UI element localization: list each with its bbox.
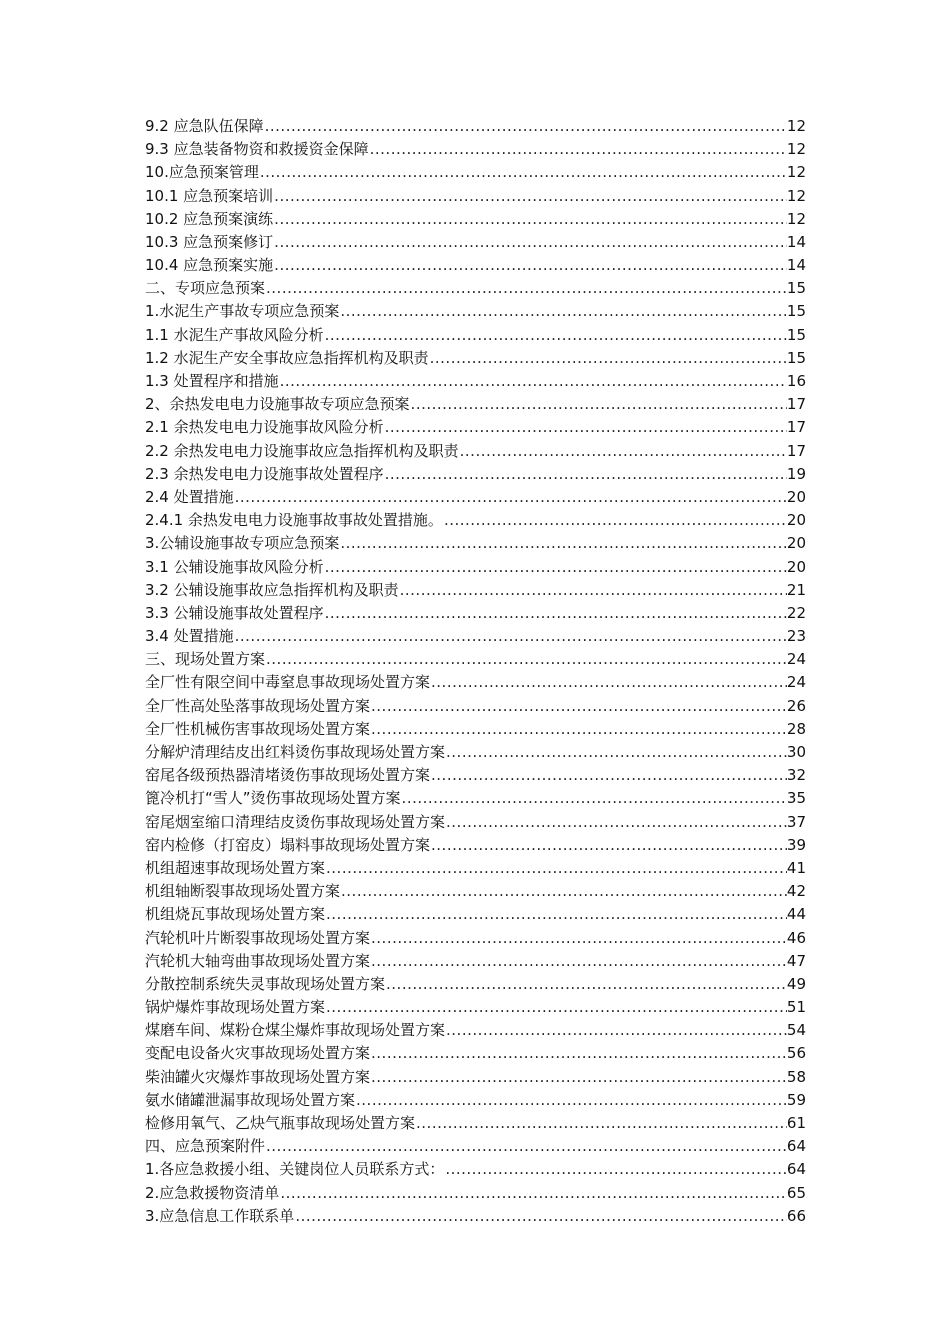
toc-entry[interactable]: [145, 556, 806, 579]
toc-dot-leader: [410, 393, 787, 416]
toc-entry-page-number: 22: [786, 603, 806, 622]
toc-entry-page-number: 24: [786, 673, 806, 692]
toc-entry-title: 2、余热发电电力设施事故专项应急预案: [145, 395, 410, 414]
toc-dot-leader: [415, 1112, 787, 1135]
toc-entry[interactable]: [145, 254, 806, 277]
toc-dot-leader: [234, 486, 787, 509]
toc-entry-page-number: 44: [786, 905, 806, 924]
toc-dot-leader: [430, 671, 787, 694]
toc-entry-page-number: 15: [786, 325, 806, 344]
toc-entry[interactable]: [145, 1135, 806, 1158]
toc-entry-title: 2.4 处置措施: [145, 487, 234, 506]
toc-entry-page-number: 17: [786, 395, 806, 414]
toc-dot-leader: [429, 347, 787, 370]
toc-entry-page-number: 47: [786, 951, 806, 970]
toc-entry[interactable]: [145, 648, 806, 671]
toc-entry-page-number: 66: [786, 1206, 806, 1225]
toc-entry-title: 检修用氧气、乙炔气瓶事故现场处置方案: [145, 1114, 416, 1133]
toc-dot-leader: [370, 1066, 787, 1089]
toc-entry-title: 汽轮机大轴弯曲事故现场处置方案: [145, 951, 371, 970]
toc-entry-page-number: 32: [786, 766, 806, 785]
toc-entry-title: 3.公辅设施事故专项应急预案: [145, 534, 340, 553]
toc-entry[interactable]: [145, 996, 806, 1019]
toc-entry[interactable]: [145, 1205, 806, 1228]
toc-dot-leader: [273, 185, 787, 208]
toc-dot-leader: [430, 834, 787, 857]
toc-entry[interactable]: [145, 695, 806, 718]
toc-entry-page-number: 54: [786, 1021, 806, 1040]
toc-entry[interactable]: [145, 1043, 806, 1066]
toc-entry-title: 3.2 公辅设施事故应急指挥机构及职责: [145, 580, 399, 599]
toc-entry-title: 汽轮机叶片断裂事故现场处置方案: [145, 928, 371, 947]
toc-entry-page-number: 19: [786, 464, 806, 483]
toc-dot-leader: [370, 1042, 787, 1065]
toc-entry-title: 2.4.1 余热发电电力设施事故事故处置措施。: [145, 511, 443, 530]
toc-entry-title: 10.应急预案管理: [145, 163, 259, 182]
toc-dot-leader: [369, 138, 787, 161]
toc-entry[interactable]: [145, 741, 806, 764]
toc-entry-title: 锅炉爆炸事故现场处置方案: [145, 998, 326, 1017]
toc-entry-page-number: 51: [786, 998, 806, 1017]
toc-entry-title: 分解炉清理结皮出红料烫伤事故现场处置方案: [145, 743, 446, 762]
toc-entry-title: 10.2 应急预案演练: [145, 209, 274, 228]
toc-entry[interactable]: [145, 1112, 806, 1135]
toc-entry[interactable]: [145, 973, 806, 996]
toc-dot-leader: [294, 1205, 787, 1228]
toc-dot-leader: [325, 903, 787, 926]
toc-dot-leader: [444, 1158, 787, 1181]
toc-entry-page-number: 65: [786, 1183, 806, 1202]
toc-dot-leader: [384, 416, 787, 439]
toc-entry-page-number: 41: [786, 858, 806, 877]
table-of-contents: [145, 115, 806, 1228]
toc-dot-leader: [279, 1182, 787, 1205]
toc-dot-leader: [339, 300, 787, 323]
toc-entry[interactable]: [145, 927, 806, 950]
toc-entry-page-number: 39: [786, 835, 806, 854]
toc-entry-title: 3.应急信息工作联系单: [145, 1206, 295, 1225]
toc-entry-page-number: 17: [786, 441, 806, 460]
toc-entry[interactable]: [145, 764, 806, 787]
toc-entry[interactable]: [145, 208, 806, 231]
toc-entry-title: 2.2 余热发电电力设施事故应急指挥机构及职责: [145, 441, 459, 460]
toc-entry-page-number: 12: [786, 186, 806, 205]
toc-dot-leader: [273, 208, 787, 231]
toc-entry[interactable]: [145, 1182, 806, 1205]
toc-entry[interactable]: [145, 324, 806, 347]
toc-entry-page-number: 14: [786, 256, 806, 275]
toc-entry-page-number: 20: [786, 511, 806, 530]
toc-dot-leader: [273, 254, 787, 277]
toc-entry-title: 1.水泥生产事故专项应急预案: [145, 302, 340, 321]
toc-entry[interactable]: [145, 903, 806, 926]
toc-entry-title: 1.2 水泥生产安全事故应急指挥机构及职责: [145, 348, 429, 367]
toc-entry[interactable]: [145, 1066, 806, 1089]
toc-entry-page-number: 20: [786, 487, 806, 506]
toc-dot-leader: [265, 648, 787, 671]
toc-entry-title: 氨水储罐泄漏事故现场处置方案: [145, 1090, 356, 1109]
toc-dot-leader: [384, 463, 787, 486]
toc-entry-page-number: 61: [786, 1114, 806, 1133]
toc-entry-page-number: 16: [786, 372, 806, 391]
toc-entry-page-number: 58: [786, 1067, 806, 1086]
toc-dot-leader: [385, 973, 787, 996]
toc-dot-leader: [325, 857, 787, 880]
toc-entry-page-number: 15: [786, 279, 806, 298]
toc-entry-page-number: 21: [786, 580, 806, 599]
toc-entry-title: 变配电设备火灾事故现场处置方案: [145, 1044, 371, 1063]
toc-dot-leader: [445, 811, 787, 834]
toc-entry[interactable]: [145, 602, 806, 625]
toc-entry-title: 煤磨车间、煤粉仓煤尘爆炸事故现场处置方案: [145, 1021, 446, 1040]
toc-entry-title: 10.1 应急预案培训: [145, 186, 274, 205]
toc-entry-title: 篦冷机打“雪人”烫伤事故现场处置方案: [145, 789, 401, 808]
toc-entry[interactable]: [145, 672, 806, 695]
toc-dot-leader: [324, 324, 787, 347]
toc-entry-title: 二、专项应急预案: [145, 279, 266, 298]
toc-entry[interactable]: [145, 811, 806, 834]
toc-dot-leader: [370, 718, 787, 741]
toc-entry[interactable]: [145, 579, 806, 602]
toc-entry-title: 3.1 公辅设施事故风险分析: [145, 557, 324, 576]
toc-entry-title: 2.1 余热发电电力设施事故风险分析: [145, 418, 384, 437]
toc-entry[interactable]: [145, 463, 806, 486]
toc-entry-page-number: 46: [786, 928, 806, 947]
toc-entry[interactable]: [145, 301, 806, 324]
toc-entry-title: 柴油罐火灾爆炸事故现场处置方案: [145, 1067, 371, 1086]
toc-entry-title: 9.2 应急队伍保障: [145, 116, 264, 135]
toc-dot-leader: [445, 1019, 787, 1042]
toc-entry[interactable]: [145, 440, 806, 463]
toc-entry-title: 全厂性机械伤害事故现场处置方案: [145, 719, 371, 738]
toc-dot-leader: [445, 741, 787, 764]
toc-entry[interactable]: [145, 486, 806, 509]
toc-dot-leader: [370, 927, 787, 950]
toc-entry-title: 机组轴断裂事故现场处置方案: [145, 882, 341, 901]
toc-entry[interactable]: [145, 416, 806, 439]
toc-entry[interactable]: [145, 1089, 806, 1112]
toc-entry[interactable]: [145, 787, 806, 810]
toc-entry[interactable]: [145, 347, 806, 370]
toc-dot-leader: [325, 996, 787, 1019]
toc-entry[interactable]: [145, 625, 806, 648]
toc-entry[interactable]: [145, 393, 806, 416]
toc-entry[interactable]: [145, 718, 806, 741]
toc-entry-title: 10.4 应急预案实施: [145, 256, 274, 275]
toc-entry-page-number: 17: [786, 418, 806, 437]
toc-entry-title: 3.3 公辅设施事故处置程序: [145, 603, 324, 622]
toc-dot-leader: [279, 370, 787, 393]
toc-entry[interactable]: [145, 115, 806, 138]
toc-entry-page-number: 12: [786, 140, 806, 159]
toc-entry-title: 1.1 水泥生产事故风险分析: [145, 325, 324, 344]
toc-entry[interactable]: [145, 509, 806, 532]
toc-entry[interactable]: [145, 138, 806, 161]
toc-entry-page-number: 59: [786, 1090, 806, 1109]
toc-entry-title: 9.3 应急装备物资和救援资金保障: [145, 140, 369, 159]
toc-entry[interactable]: [145, 1158, 806, 1181]
toc-entry-page-number: 12: [786, 209, 806, 228]
toc-entry-page-number: 14: [786, 232, 806, 251]
toc-entry-page-number: 42: [786, 882, 806, 901]
toc-entry-page-number: 20: [786, 557, 806, 576]
toc-entry-page-number: 64: [786, 1160, 806, 1179]
toc-entry-page-number: 35: [786, 789, 806, 808]
toc-entry-page-number: 56: [786, 1044, 806, 1063]
toc-entry-title: 1.各应急救援小组、关键岗位人员联系方式：: [145, 1160, 445, 1179]
toc-entry[interactable]: [145, 857, 806, 880]
toc-dot-leader: [430, 764, 787, 787]
toc-dot-leader: [443, 509, 787, 532]
toc-entry-title: 窑尾烟室缩口清理结皮烫伤事故现场处置方案: [145, 812, 446, 831]
toc-entry-page-number: 15: [786, 302, 806, 321]
toc-entry[interactable]: [145, 834, 806, 857]
toc-dot-leader: [273, 231, 787, 254]
toc-entry-page-number: 12: [786, 163, 806, 182]
toc-dot-leader: [340, 880, 787, 903]
toc-dot-leader: [459, 440, 787, 463]
toc-entry[interactable]: [145, 370, 806, 393]
toc-entry-title: 3.4 处置措施: [145, 627, 234, 646]
toc-dot-leader: [401, 787, 787, 810]
toc-entry-title: 机组超速事故现场处置方案: [145, 858, 326, 877]
toc-entry-page-number: 12: [786, 116, 806, 135]
toc-entry-title: 窑尾各级预热器清堵烫伤事故现场处置方案: [145, 766, 431, 785]
toc-dot-leader: [259, 161, 787, 184]
toc-entry-title: 10.3 应急预案修订: [145, 232, 274, 251]
toc-entry-page-number: 28: [786, 719, 806, 738]
toc-dot-leader: [324, 602, 787, 625]
toc-entry-page-number: 64: [786, 1137, 806, 1156]
toc-entry[interactable]: [145, 532, 806, 555]
toc-entry-title: 全厂性高处坠落事故现场处置方案: [145, 696, 371, 715]
toc-entry-title: 全厂性有限空间中毒窒息事故现场处置方案: [145, 673, 431, 692]
toc-entry-title: 2.应急救援物资清单: [145, 1183, 280, 1202]
toc-entry-page-number: 37: [786, 812, 806, 831]
toc-entry[interactable]: [145, 880, 806, 903]
toc-entry[interactable]: [145, 1019, 806, 1042]
toc-entry-page-number: 15: [786, 348, 806, 367]
toc-entry-page-number: 26: [786, 696, 806, 715]
toc-dot-leader: [265, 1135, 787, 1158]
toc-entry-title: 2.3 余热发电电力设施事故处置程序: [145, 464, 384, 483]
toc-dot-leader: [370, 950, 787, 973]
toc-entry[interactable]: [145, 231, 806, 254]
toc-dot-leader: [399, 579, 787, 602]
toc-entry-title: 四、应急预案附件: [145, 1137, 266, 1156]
toc-dot-leader: [265, 277, 787, 300]
toc-entry-title: 窑内检修（打窑皮）塌料事故现场处置方案: [145, 835, 431, 854]
toc-dot-leader: [339, 532, 787, 555]
toc-entry-page-number: 20: [786, 534, 806, 553]
toc-entry-page-number: 49: [786, 974, 806, 993]
toc-dot-leader: [234, 625, 787, 648]
toc-entry-page-number: 24: [786, 650, 806, 669]
toc-entry-page-number: 30: [786, 743, 806, 762]
toc-entry-title: 分散控制系统失灵事故现场处置方案: [145, 974, 386, 993]
toc-entry[interactable]: [145, 161, 806, 184]
toc-entry-title: 三、现场处置方案: [145, 650, 266, 669]
toc-dot-leader: [370, 695, 787, 718]
toc-entry-title: 1.3 处置程序和措施: [145, 372, 279, 391]
toc-entry-title: 机组烧瓦事故现场处置方案: [145, 905, 326, 924]
toc-entry[interactable]: [145, 950, 806, 973]
toc-entry-page-number: 23: [786, 627, 806, 646]
toc-entry[interactable]: [145, 277, 806, 300]
toc-dot-leader: [355, 1089, 787, 1112]
toc-entry[interactable]: [145, 185, 806, 208]
toc-dot-leader: [324, 556, 787, 579]
toc-dot-leader: [264, 115, 787, 138]
